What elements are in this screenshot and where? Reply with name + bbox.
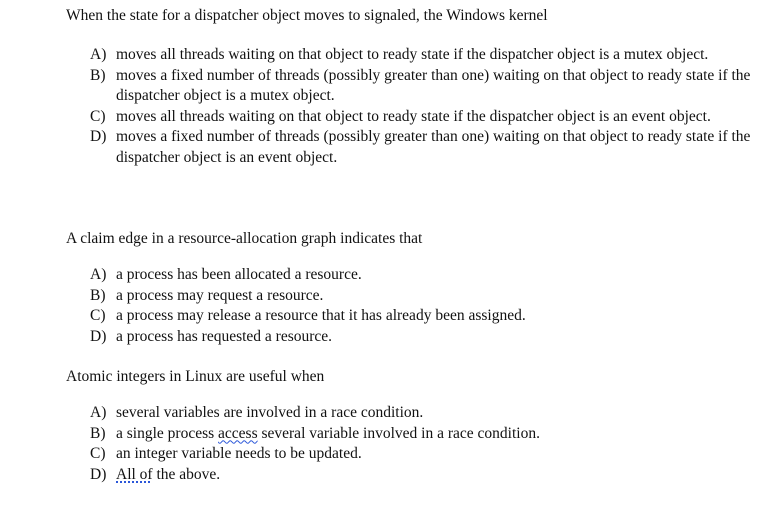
option-text: moves a fixed number of threads (possibly greater than one) waiting on that object to ready state if the dispatcher object is a mutex object.: [116, 66, 751, 104]
answer-option-a: [90, 45, 756, 66]
answer-option-c: [90, 306, 756, 327]
option-letter: B): [90, 286, 106, 304]
option-letter: B): [90, 424, 106, 442]
option-letter: D): [90, 465, 107, 483]
answer-option-b: [90, 66, 756, 107]
answer-option-b: [90, 424, 756, 445]
answer-option-a: [90, 265, 756, 286]
option-letter: C): [90, 445, 106, 462]
option-letter: C): [90, 307, 106, 324]
answer-option-a: [90, 403, 756, 424]
option-letter: A): [90, 266, 107, 283]
option-letter: A): [90, 404, 107, 421]
answer-options: [90, 45, 756, 168]
question-stem: A claim edge in a resource-allocation graph indicates that: [66, 230, 423, 247]
option-letter: D): [90, 327, 107, 345]
option-letter: B): [90, 66, 106, 84]
answer-option-c: [90, 107, 756, 128]
answer-options: [90, 265, 756, 347]
option-text-after: the above.: [156, 465, 221, 483]
answer-option-d: [90, 127, 756, 168]
grammar-flagged-word: access: [218, 424, 258, 442]
answer-option-b: [90, 286, 756, 307]
option-text: an integer variable needs to be updated.: [116, 445, 362, 462]
answer-option-d: [90, 465, 756, 486]
option-text: a process may request a resource.: [116, 286, 324, 304]
option-text: several variables are involved in a race condition.: [116, 404, 424, 421]
answer-options: [90, 403, 756, 485]
option-text: a process may release a resource that it has already been assigned.: [116, 307, 526, 324]
question-2: [66, 228, 756, 347]
option-letter: A): [90, 46, 107, 63]
option-text: a process has been allocated a resource.: [116, 266, 362, 283]
question-stem: When the state for a dispatcher object moves to signaled, the Windows kernel: [66, 7, 548, 24]
option-text: moves all threads waiting on that object to ready state if the dispatcher object is a mutex object.: [116, 46, 709, 63]
answer-option-d: [90, 327, 756, 348]
option-letter: D): [90, 128, 107, 145]
question-1: [66, 5, 756, 168]
option-text-before: a single process: [116, 424, 215, 442]
question-3: [66, 366, 756, 485]
option-text: moves all threads waiting on that object to ready state if the dispatcher object is an event object.: [116, 107, 711, 125]
answer-option-c: [90, 444, 756, 465]
option-text: [116, 424, 756, 445]
question-stem: Atomic integers in Linux are useful when: [66, 368, 325, 385]
option-text: [116, 465, 756, 486]
option-text-after: several variable involved in a race condition.: [261, 424, 540, 442]
grammar-flagged-phrase: All of: [116, 465, 153, 483]
option-text: moves a fixed number of threads (possibly greater than one) waiting on that object to ready state if the dispatcher object is an event object.: [116, 128, 751, 166]
option-letter: C): [90, 107, 106, 125]
option-text: a process has requested a resource.: [116, 327, 333, 345]
